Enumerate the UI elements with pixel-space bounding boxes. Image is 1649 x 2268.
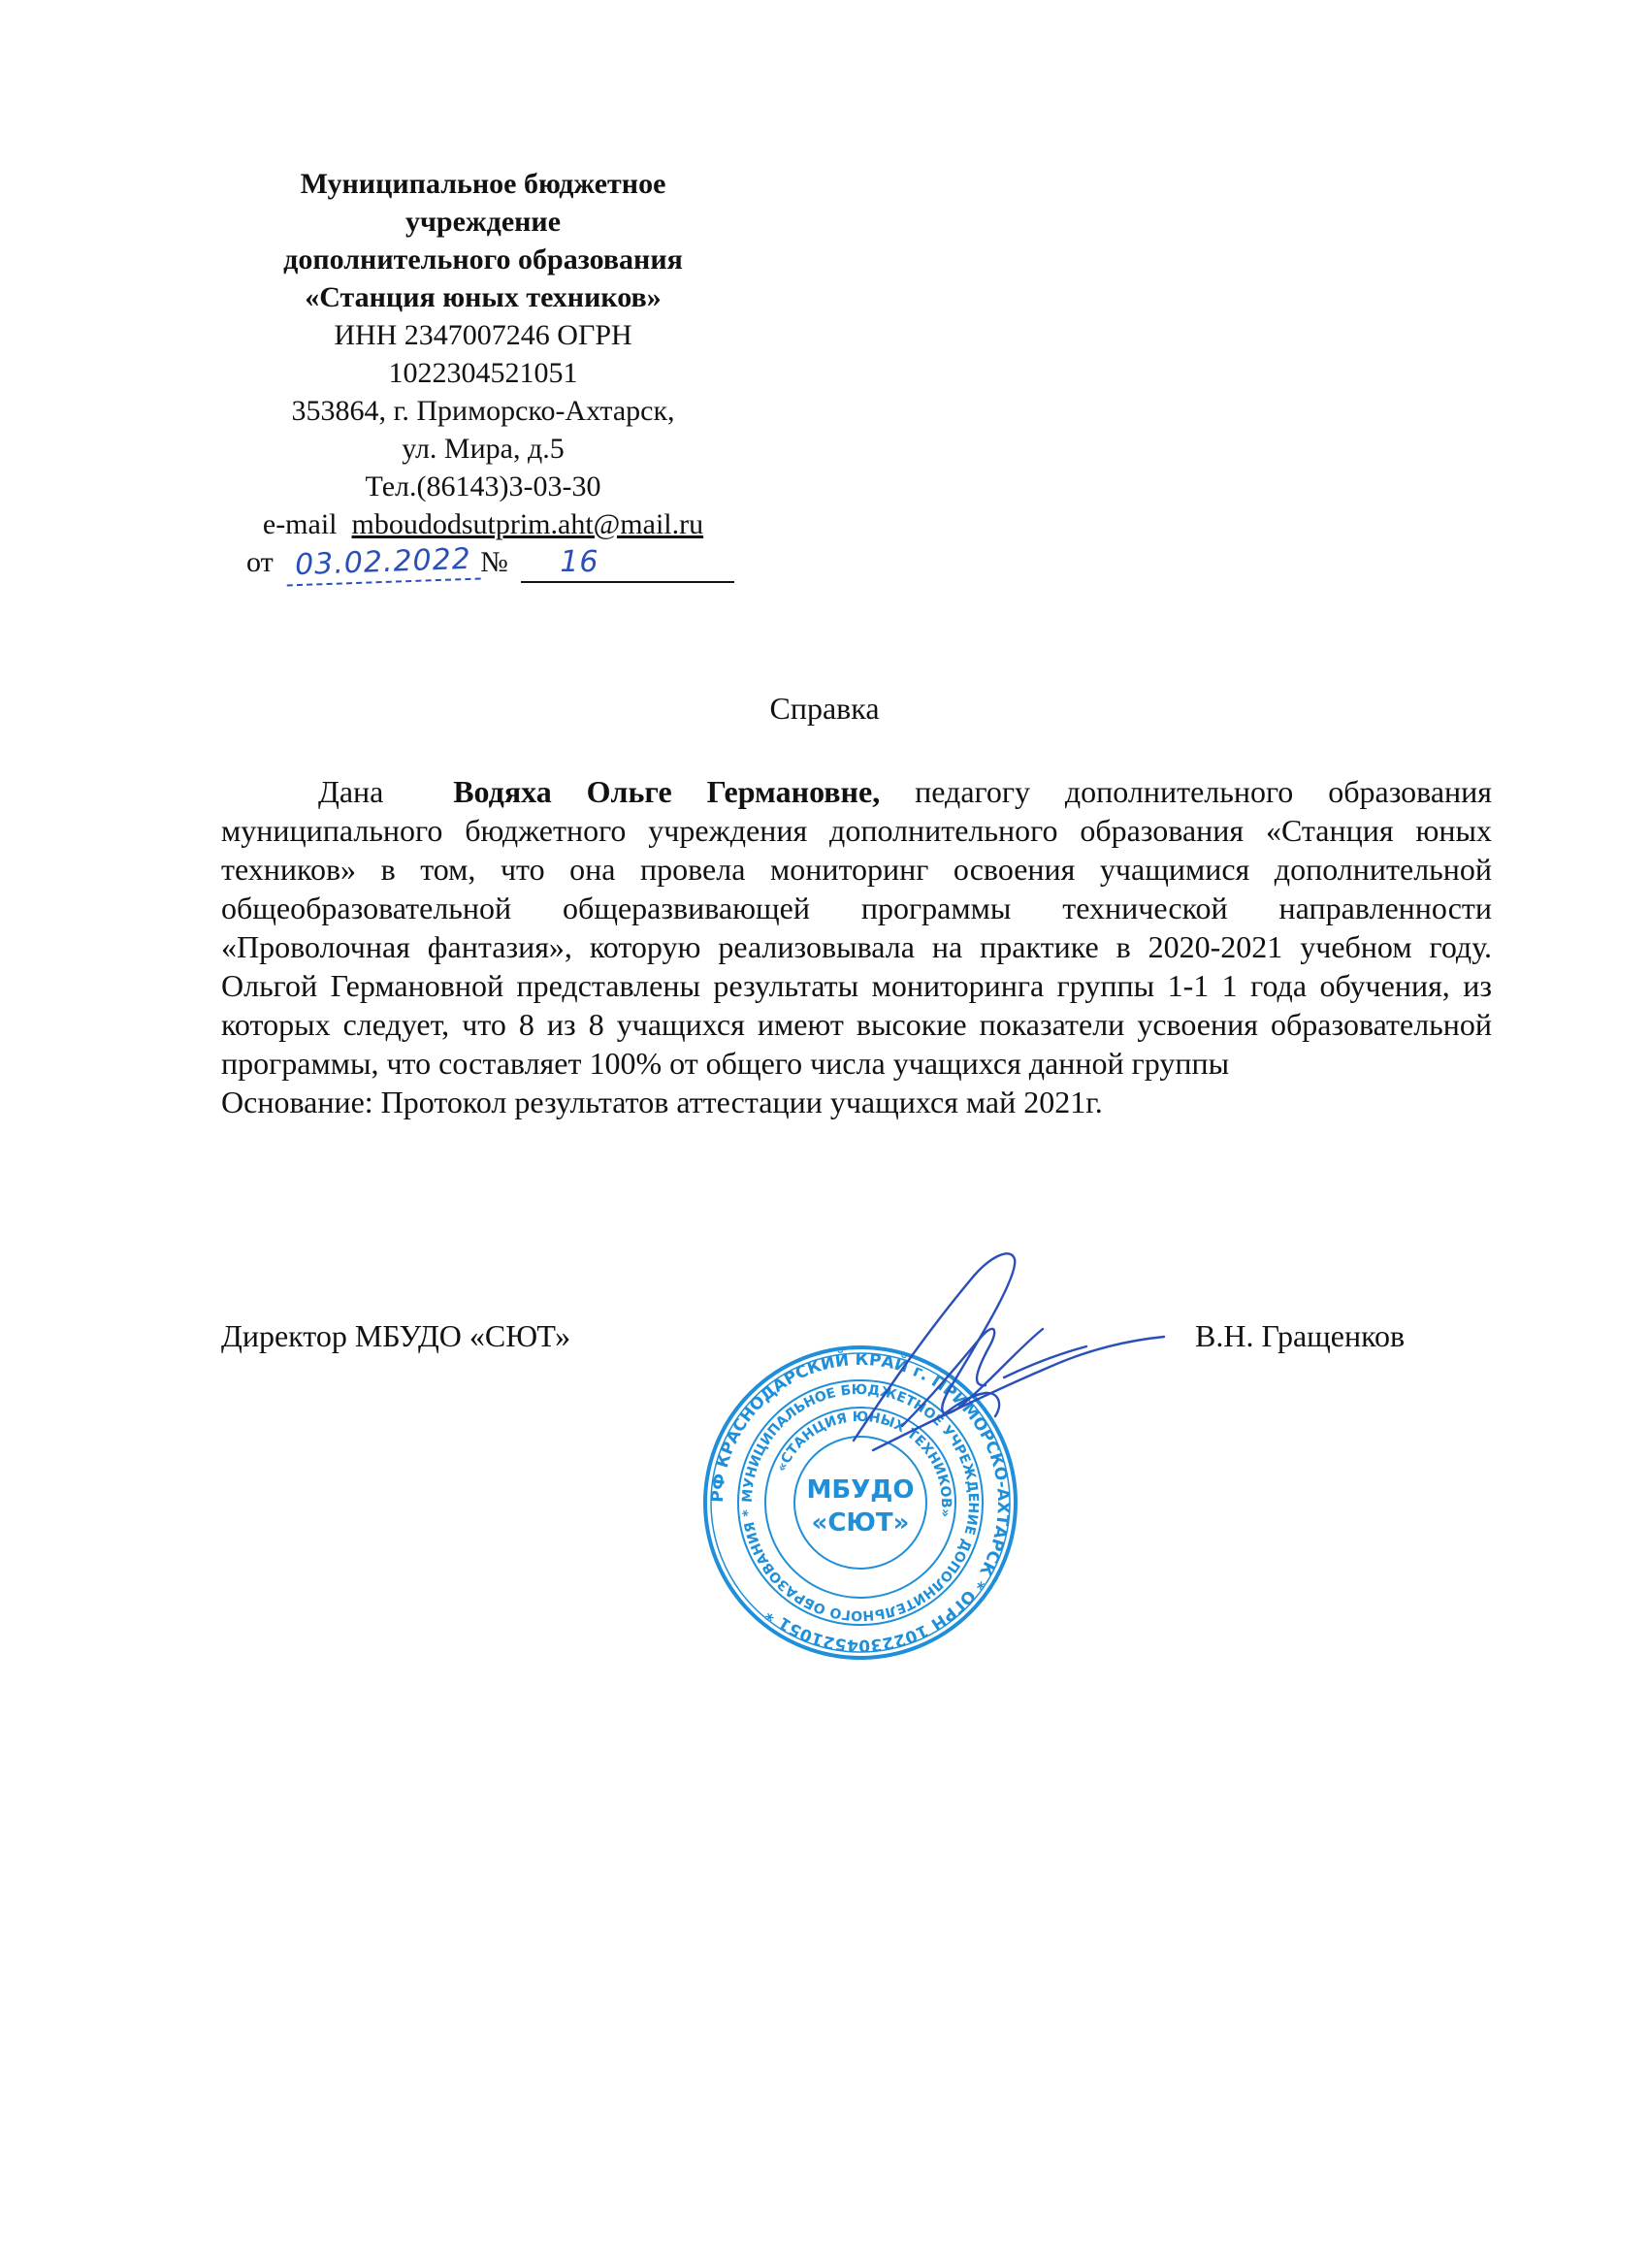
document-body: [221, 772, 1492, 1121]
stamp-inner-textpath: МУНИЦИПАЛЬНОЕ БЮДЖЕТНОЕ УЧРЕЖДЕНИЕ ДОПОЛНИТЕЛЬНОГО ОБРАЗОВАНИЯ *: [739, 1381, 982, 1624]
stamp-outer-textpath: РФ КРАСНОДАРСКИЙ КРАЙ г. ПРИМОРСКО-АХТАРСК * ОГРН 1022304521051 *: [707, 1349, 1014, 1656]
basis-line: Основание: Протокол результатов аттестации учащихся май 2021г.: [221, 1085, 1103, 1119]
stamp-third-textpath: «СТАНЦИЯ ЮНЫХ ТЕХНИКОВ»: [773, 1409, 954, 1519]
date-label: от: [246, 546, 274, 578]
document-title: Справка: [769, 691, 880, 726]
number-field: [521, 543, 734, 583]
date-field: [286, 540, 481, 587]
address-line-2: ул. Мира, д.5: [402, 433, 565, 465]
phone: Тел.(86143)3-03-30: [365, 470, 601, 502]
email-line: [221, 505, 745, 543]
stamp-center-line-2: «СЮТ»: [811, 1508, 910, 1538]
signer-name: В.Н. Гращенков: [1195, 1318, 1406, 1353]
main-paragraph: [221, 772, 1492, 1083]
org-name-line-4: «Станция юных техников»: [305, 281, 662, 313]
number-label: №: [480, 546, 508, 578]
para-intro: Дана: [318, 774, 384, 809]
ogrn-number: 1022304521051: [388, 357, 578, 389]
org-name-line-3: дополнительного образования: [283, 243, 683, 275]
para-rest: педагогу дополнительного образования муниципального бюджетного учреждения дополнительного образования «Станция юных техников» в том, что она провела мониторинг освоения учащимися дополнительной общеобразовательной общеразвивающей программы технической направленности «Проволочная фантазия», которую реализовывала на практике в 2020-2021 учебном году. Ольгой Германовной представлены результаты мониторинга группы 1-1 1 года обучения, из которых следует, что 8 из 8 учащихся имеют высокие показатели усвоения образовательной программы, что составляет 100% от общего числа учащихся данной группы: [221, 774, 1493, 1081]
handwritten-signature: [795, 1232, 1183, 1474]
org-name-line-1: Муниципальное бюджетное: [300, 168, 666, 200]
email-label: e-mail: [262, 508, 338, 540]
signer-position: Директор МБУДО «СЮТ»: [221, 1318, 571, 1353]
letterhead: [221, 165, 745, 583]
date-number-line: [221, 543, 745, 583]
handwritten-date: 03.02.2022: [294, 541, 472, 583]
email-link[interactable]: mboudodsutprim.aht@mail.ru: [351, 508, 704, 540]
inn-ogrn: ИНН 2347007246 ОГРН: [334, 319, 632, 351]
handwritten-number: 16: [560, 545, 599, 579]
stamp-center-line-1: МБУДО: [806, 1475, 915, 1505]
org-name-line-2: учреждение: [404, 206, 562, 238]
signature-graphic: [795, 1232, 1183, 1474]
recipient-name: Водяха Ольге Германовне,: [453, 774, 881, 809]
address-line-1: 353864, г. Приморско-Ахтарск,: [291, 395, 675, 427]
